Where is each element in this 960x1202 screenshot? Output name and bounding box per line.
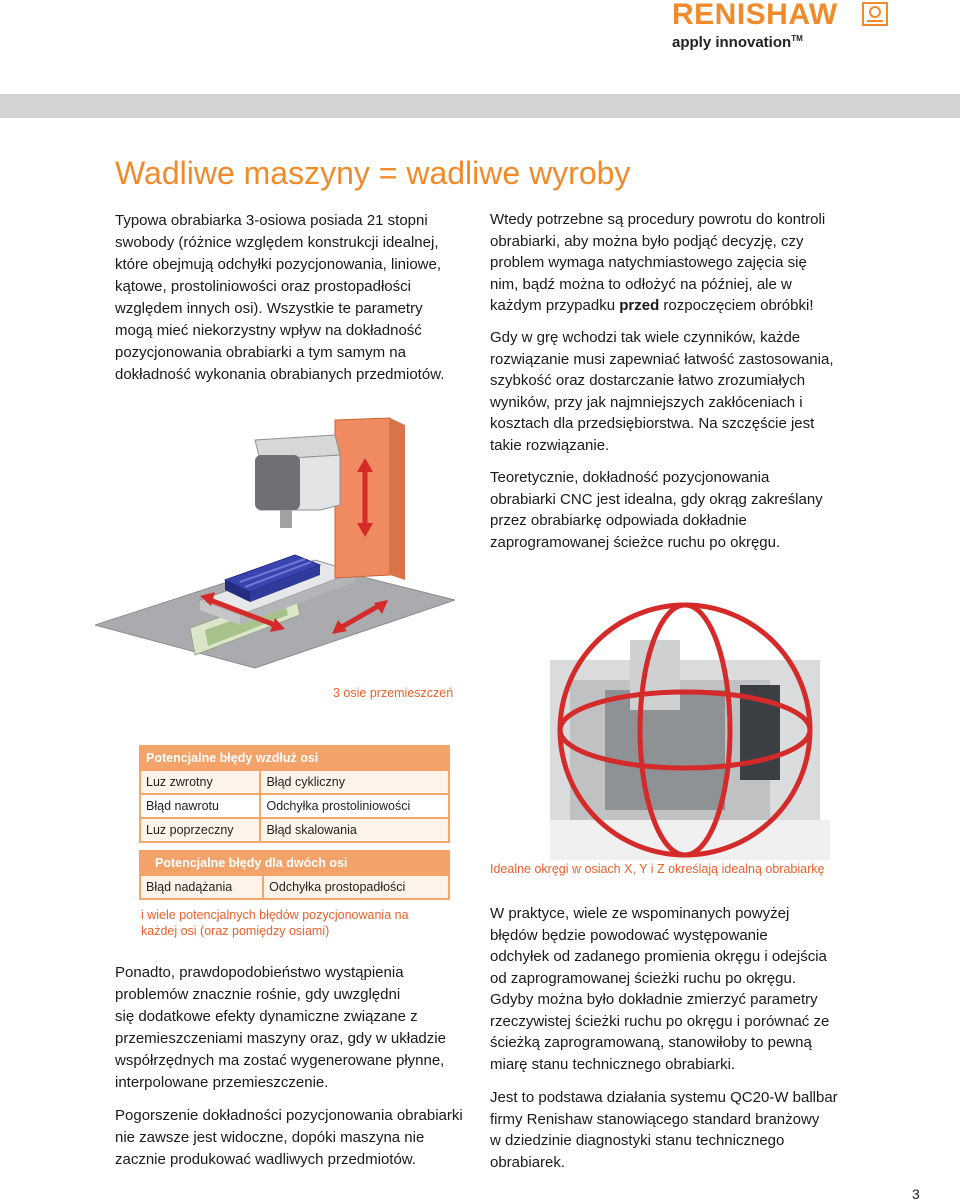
page-number: 3 <box>912 1186 920 1202</box>
right-paragraph-4: W praktyce, wiele ze wspominanych powyżej błędów będzie powodować występowanie odchyłek od zadanego promienia okręgu i odejścia od zaprogramowanej ścieżki ruchu po okręgu. Gdyby można było dokładnie zmierzyć parametry rzeczywistej ścieżki ruchu po okręgu i porównać ze ścieżką zaprogramowaną, stanowiłoby to pewną miarę stanu technicznego obrabiarki. <box>490 905 830 1073</box>
renishaw-logo-text: RENISHAW <box>672 0 838 31</box>
page-title: Wadliwe maszyny = wadliwe wyroby <box>115 155 631 191</box>
table-row: Błąd nadążania Odchyłka prostopadłości <box>140 875 449 899</box>
ideal-circles-sphere-illustration <box>510 600 860 860</box>
renishaw-logo-mark-icon <box>862 2 888 26</box>
axis-errors-table <box>139 745 450 843</box>
left-paragraph-2: Ponadto, prawdopodobieństwo wystąpienia problemów znacznie rośnie, gdy uwzględni się dodatkowe efekty dynamiczne związane z przemieszczeniami maszyny oraz, gdy w układzie współrzędnych ma zostać wygenerowane płynne, interpolowane przemieszczenie. <box>115 964 446 1091</box>
sphere-caption: Idealne okręgi w osiach X, Y i Z określają idealną obrabiarkę <box>490 862 825 876</box>
right-paragraph-2: Gdy w grę wchodzi tak wiele czynników, każde rozwiązanie musi zapewniać łatwość zastosowania, szybkość oraz dostarczanie łatwo zrozumiałych wyników, przy jak najmniejszych zakłóceniach i kosztach dla przedsiębiorstwa. Na szczęście jest takie rozwiązanie. <box>490 329 834 454</box>
machine-axes-caption: 3 osie przemieszczeń <box>333 686 454 700</box>
two-axes-errors-table <box>139 850 450 900</box>
milling-machine-illustration <box>95 410 455 670</box>
table-row: Błąd nawrotu Odchyłka prostoliniowości <box>140 794 449 818</box>
table-row: Luz poprzeczny Błąd skalowania <box>140 818 449 842</box>
left-intro-paragraph: Typowa obrabiarka 3-osiowa posiada 21 stopni swobody (różnice względem konstrukcji idealnej, które obejmują odchyłki pozycjonowania, liniowe, kątowe, prostoliniowości oraz prostopadłości względem innych osi). Wszystkie te parametry mogą mieć niekorzystny wpływ na dokładność pozycjonowania obrabiarki a tym samym na dokładność wykonania obrabianych przedmiotów. <box>115 212 445 383</box>
table-row: Luz zwrotny Błąd cykliczny <box>140 770 449 794</box>
tagline: apply innovation™ <box>672 34 803 51</box>
right-paragraph-5: Jest to podstawa działania systemu QC20-W ballbar firmy Renishaw stanowiącego standard branżowy w dziedzinie diagnostyki stanu technicznego obrabiarek. <box>490 1089 838 1171</box>
left-paragraph-3: Pogorszenie dokładności pozycjonowania obrabiarki nie zawsze jest widoczne, dopóki maszyna nie zacznie produkować wadliwych przedmiotów. <box>115 1107 463 1168</box>
header-band <box>0 94 960 118</box>
two-axes-errors-table-header: Potencjalne błędy dla dwóch osi <box>140 851 449 875</box>
more-errors-note: i wiele potencjalnych błędów pozycjonowania na każdej osi (oraz pomiędzy osiami) <box>141 908 409 938</box>
right-paragraph-3: Teoretycznie, dokładność pozycjonowania obrabiarki CNC jest idealna, gdy okrąg zakreślany przez obrabiarkę odpowiada dokładnie zaprogramowanej ścieżce ruchu po okręgu. <box>490 469 823 551</box>
right-paragraph-1: Wtedy potrzebne są procedury powrotu do kontroli obrabiarki, aby można było podjąć decyzję, czy problem wymaga natychmiastowego zajęcia się nim, bądź można to odłożyć na później, ale w każdym przypadku przed rozpoczęciem obróbki! <box>490 211 826 314</box>
axis-errors-table-header: Potencjalne błędy wzdłuż osi <box>140 746 449 770</box>
